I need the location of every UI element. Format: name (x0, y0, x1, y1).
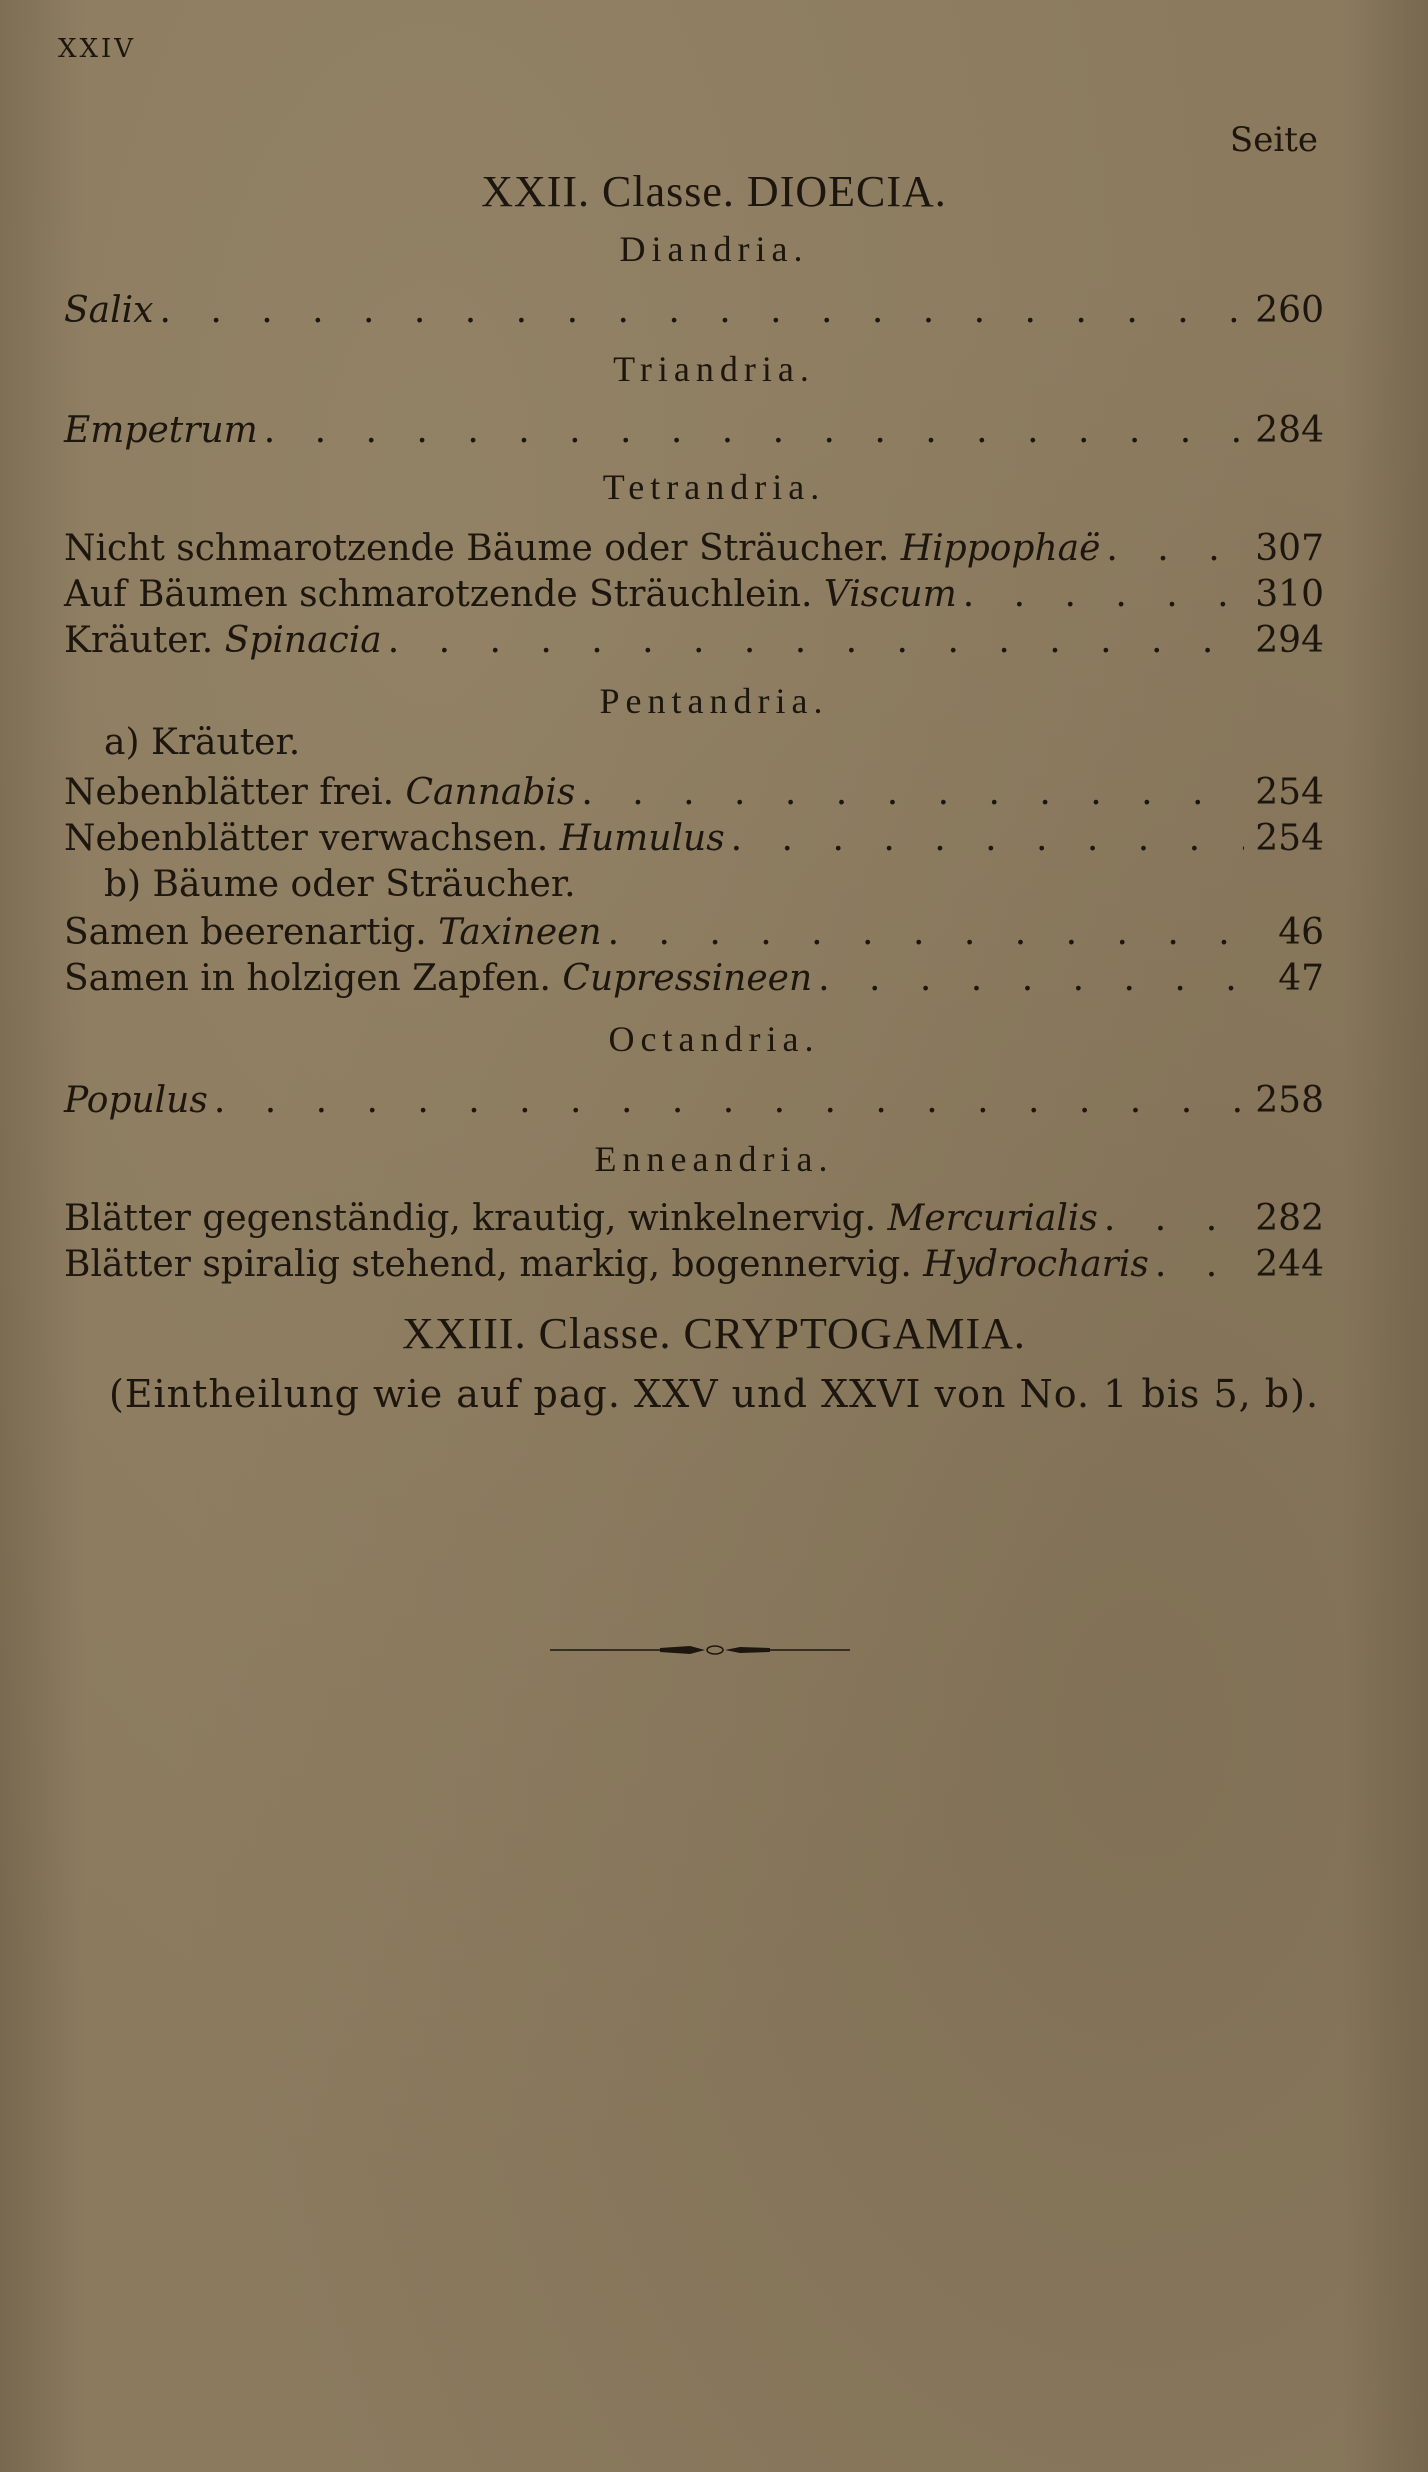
leader-dots (1098, 1196, 1244, 1242)
leader-dots (153, 288, 1244, 334)
page-reference: 254 (1255, 772, 1324, 813)
toc-entry-empetrum (64, 408, 1324, 454)
page-reference: 254 (1255, 818, 1324, 859)
entry-label: Auf Bäumen schmarotzende Sträuchlein. Viscum (64, 574, 957, 615)
leader-dots (812, 956, 1244, 1002)
page-reference: 310 (1255, 574, 1324, 615)
page-reference: 46 (1278, 912, 1324, 953)
entry-label: Nebenblätter verwachsen. Humulus (64, 818, 725, 859)
ornament-rule-icon (550, 1638, 850, 1662)
toc-entry-taxineen (64, 910, 1324, 956)
order-heading-enneandria: Enneandria. (594, 1139, 834, 1179)
order-heading-tetrandria: Tetrandria. (602, 467, 826, 507)
genus-name: Populus (64, 1080, 208, 1121)
page-reference: 47 (1278, 958, 1324, 999)
order-heading-diandria: Diandria. (619, 229, 809, 269)
genus-name: Taxineen (438, 912, 602, 953)
genus-name: Cannabis (405, 772, 576, 813)
page-reference: 258 (1255, 1080, 1324, 1121)
order-heading-triandria: Triandria. (613, 349, 815, 389)
genus-name: Spinacia (224, 620, 382, 661)
genus-name: Hippophaë (900, 528, 1101, 569)
leader-dots (208, 1078, 1244, 1124)
entry-label: Samen in holzigen Zapfen. Cupressineen (64, 958, 813, 999)
page-column-header: Seite (1229, 120, 1318, 160)
toc-entry-viscum (64, 572, 1324, 618)
genus-name: Mercurialis (887, 1198, 1098, 1239)
page-reference: 260 (1255, 290, 1324, 331)
leader-dots (1100, 526, 1244, 572)
genus-name: Humulus (559, 818, 725, 859)
page-reference: 284 (1255, 410, 1324, 451)
leader-dots (725, 816, 1244, 862)
genus-name: Salix (64, 290, 154, 331)
cryptogamia-note: (Eintheilung wie auf pag. XXV und XXVI von No. 1 bis 5, b). (108, 1372, 1320, 1416)
leader-dots (575, 770, 1244, 816)
leader-dots (382, 618, 1244, 664)
entry-label (64, 408, 258, 454)
genus-name: Hydrocharis (923, 1244, 1149, 1285)
genus-name: Cupressineen (562, 958, 813, 999)
leader-dots (258, 408, 1244, 454)
entry-label: Samen beerenartig. Taxineen (64, 912, 602, 953)
class-heading-cryptogamia: XXIII. Classe. CRYPTOGAMIA. (402, 1309, 1026, 1358)
toc-entry-humulus (64, 816, 1324, 862)
entry-label: Kräuter. Spinacia (64, 620, 382, 661)
subheading-kraeuter: a) Kräuter. (104, 722, 301, 763)
genus-name: Viscum (823, 574, 957, 615)
toc-entry-salix (64, 288, 1324, 334)
page-reference: 294 (1255, 620, 1324, 661)
entry-label: Blätter gegenständig, krautig, winkelnervig. Mercurialis (64, 1198, 1098, 1239)
toc-entry-mercurialis (64, 1196, 1324, 1242)
genus-name: Empetrum (64, 410, 258, 451)
toc-entry-cupressineen (64, 956, 1324, 1002)
entry-label (64, 1078, 208, 1124)
leader-dots (957, 572, 1244, 618)
toc-entry-spinacia (64, 618, 1324, 664)
entry-label: Nicht schmarotzende Bäume oder Sträucher. Hippophaë (64, 528, 1101, 569)
page-reference: 244 (1255, 1244, 1324, 1285)
entry-label: Nebenblätter frei. Cannabis (64, 772, 576, 813)
order-heading-pentandria: Pentandria. (599, 681, 829, 721)
toc-entry-cannabis (64, 770, 1324, 816)
toc-entry-populus (64, 1078, 1324, 1124)
entry-label (64, 288, 153, 334)
toc-entry-hippophae (64, 526, 1324, 572)
entry-label: Blätter spiralig stehend, markig, bogennervig. Hydrocharis (64, 1244, 1149, 1285)
class-heading-dioecia: XXII. Classe. DIOECIA. (481, 167, 947, 216)
order-heading-octandria: Octandria. (608, 1019, 820, 1059)
subheading-baeume: b) Bäume oder Sträucher. (104, 864, 576, 905)
leader-dots (1149, 1242, 1244, 1288)
toc-entry-hydrocharis (64, 1242, 1324, 1288)
page-reference: 282 (1255, 1198, 1324, 1239)
page-reference: 307 (1255, 528, 1324, 569)
leader-dots (602, 910, 1244, 956)
page-number: XXIV (58, 34, 137, 64)
